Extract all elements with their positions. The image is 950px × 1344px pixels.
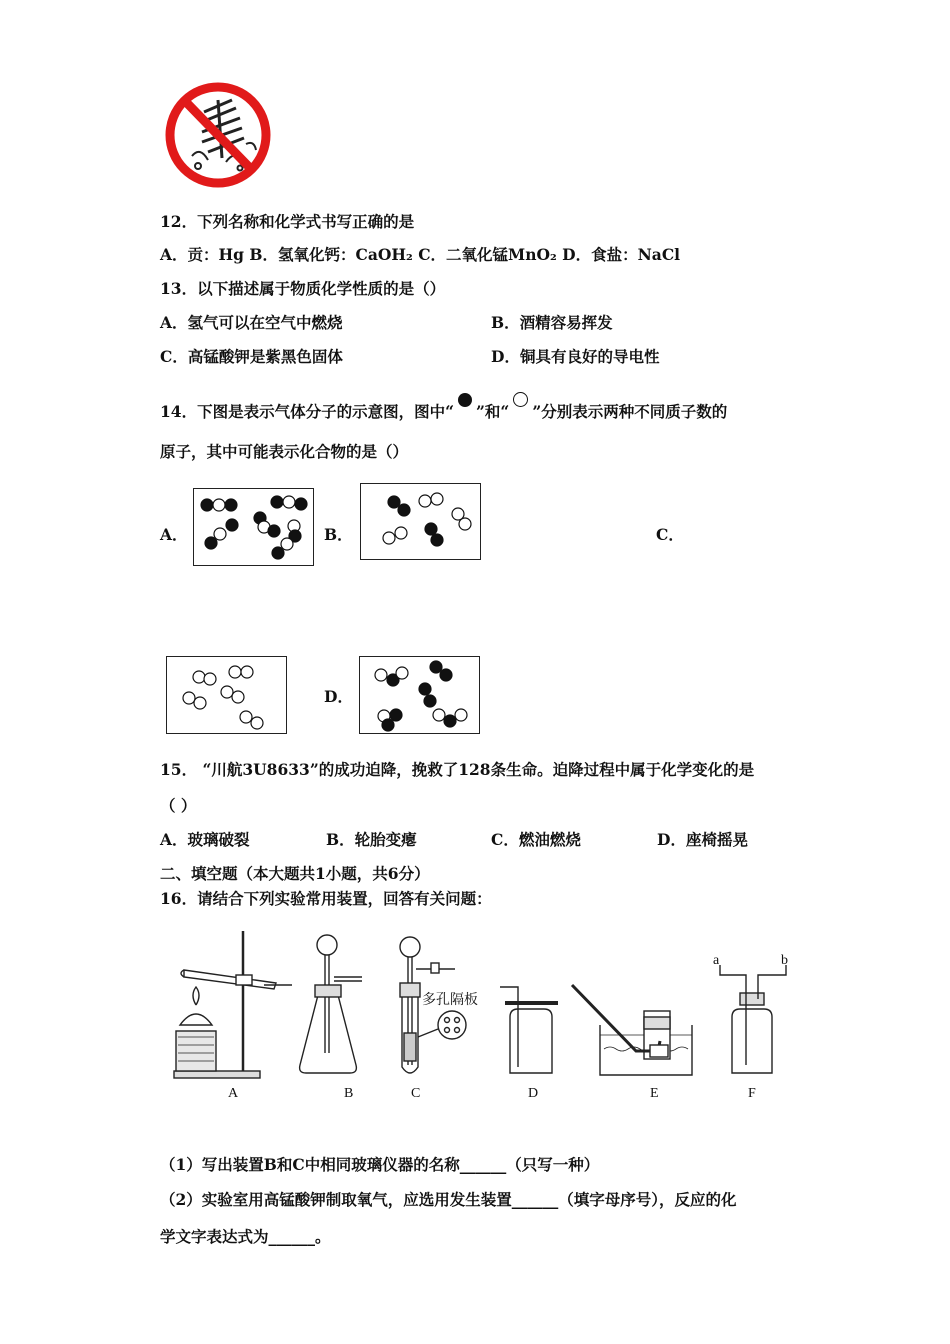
section-heading: 二、填空题（本大题共1小题，共6分） xyxy=(160,864,430,883)
q14-label-b[interactable]: B． xyxy=(324,525,353,544)
apparatus-label-d: D xyxy=(528,1086,539,1101)
q15-stem: 15． “川航3U8633”的成功迫降，挽救了128条生命。迫降过程中属于化学变化的是 xyxy=(160,760,755,779)
q14-stem-post: ”分别表示两种不同质子数的 xyxy=(532,402,728,421)
no-fireworks-sign xyxy=(162,80,274,190)
q14-diagram-c[interactable] xyxy=(166,656,287,734)
apparatus-label-a: A xyxy=(228,1086,239,1101)
apparatus-d xyxy=(500,987,558,1073)
q15-option-b[interactable]: B．轮胎变瘪 xyxy=(326,830,417,849)
q15-option-c[interactable]: C．燃油燃烧 xyxy=(491,830,581,849)
apparatus-figure xyxy=(160,925,800,1110)
q12-options: A．贡：Hg B．氢氧化钙：CaOH₂ C．二氧化锰MnO₂ D．食盐：NaCl xyxy=(160,245,681,264)
q15-option-d[interactable]: D．座椅摇晃 xyxy=(657,830,748,849)
porous-plate-label: 多孔隔板 xyxy=(422,992,478,1008)
port-a-label: a xyxy=(713,953,720,968)
black-atom-icon xyxy=(458,393,472,407)
q16-stem: 16．请结合下列实验常用装置，回答有关问题： xyxy=(160,889,492,908)
q13-stem: 13．以下描述属于物质化学性质的是（） xyxy=(160,279,446,298)
apparatus-label-b: B xyxy=(344,1086,354,1101)
q14-label-a[interactable]: A． xyxy=(160,525,188,544)
q13-option-a[interactable]: A．氢气可以在空气中燃烧 xyxy=(160,313,343,332)
q14-diagram-d[interactable] xyxy=(359,656,480,734)
apparatus-e xyxy=(572,985,692,1075)
q14-diagram-a[interactable] xyxy=(193,488,314,566)
q14-stem-2: 原子，其中可能表示化合物的是（） xyxy=(160,442,409,461)
q13-option-c[interactable]: C．高锰酸钾是紫黑色固体 xyxy=(160,347,343,366)
q16-sub2b: 学文字表达式为______。 xyxy=(160,1227,331,1246)
apparatus-f xyxy=(720,965,786,1073)
apparatus-b xyxy=(300,935,362,1073)
apparatus-a xyxy=(174,931,292,1078)
q14-stem-mid: ”和“ xyxy=(476,402,510,421)
q14-stem xyxy=(160,392,727,422)
q14-diagram-b[interactable] xyxy=(360,483,481,560)
q13-option-b[interactable]: B．酒精容易挥发 xyxy=(491,313,613,332)
apparatus-label-f: F xyxy=(748,1086,756,1101)
q14-label-c[interactable]: C． xyxy=(656,525,684,544)
q12-stem: 12．下列名称和化学式书写正确的是 xyxy=(160,212,415,231)
q14-stem-pre: 14．下图是表示气体分子的示意图，图中“ xyxy=(160,402,454,421)
apparatus-label-c: C xyxy=(411,1086,421,1101)
no-fireworks-icon xyxy=(162,80,274,190)
q15-option-a[interactable]: A．玻璃破裂 xyxy=(160,830,250,849)
q16-sub1: （1）写出装置B和C中相同玻璃仪器的名称______（只写一种） xyxy=(160,1155,600,1174)
white-atom-icon xyxy=(513,392,528,407)
q13-option-d[interactable]: D．铜具有良好的导电性 xyxy=(491,347,660,366)
q14-label-d[interactable]: D． xyxy=(324,687,353,706)
q15-paren: （ ） xyxy=(160,796,197,815)
apparatus-label-e: E xyxy=(650,1086,659,1101)
q16-sub2: （2）实验室用高锰酸钾制取氧气，应选用发生装置______（填字母序号），反应的化 xyxy=(160,1190,737,1209)
port-b-label: b xyxy=(781,953,788,968)
